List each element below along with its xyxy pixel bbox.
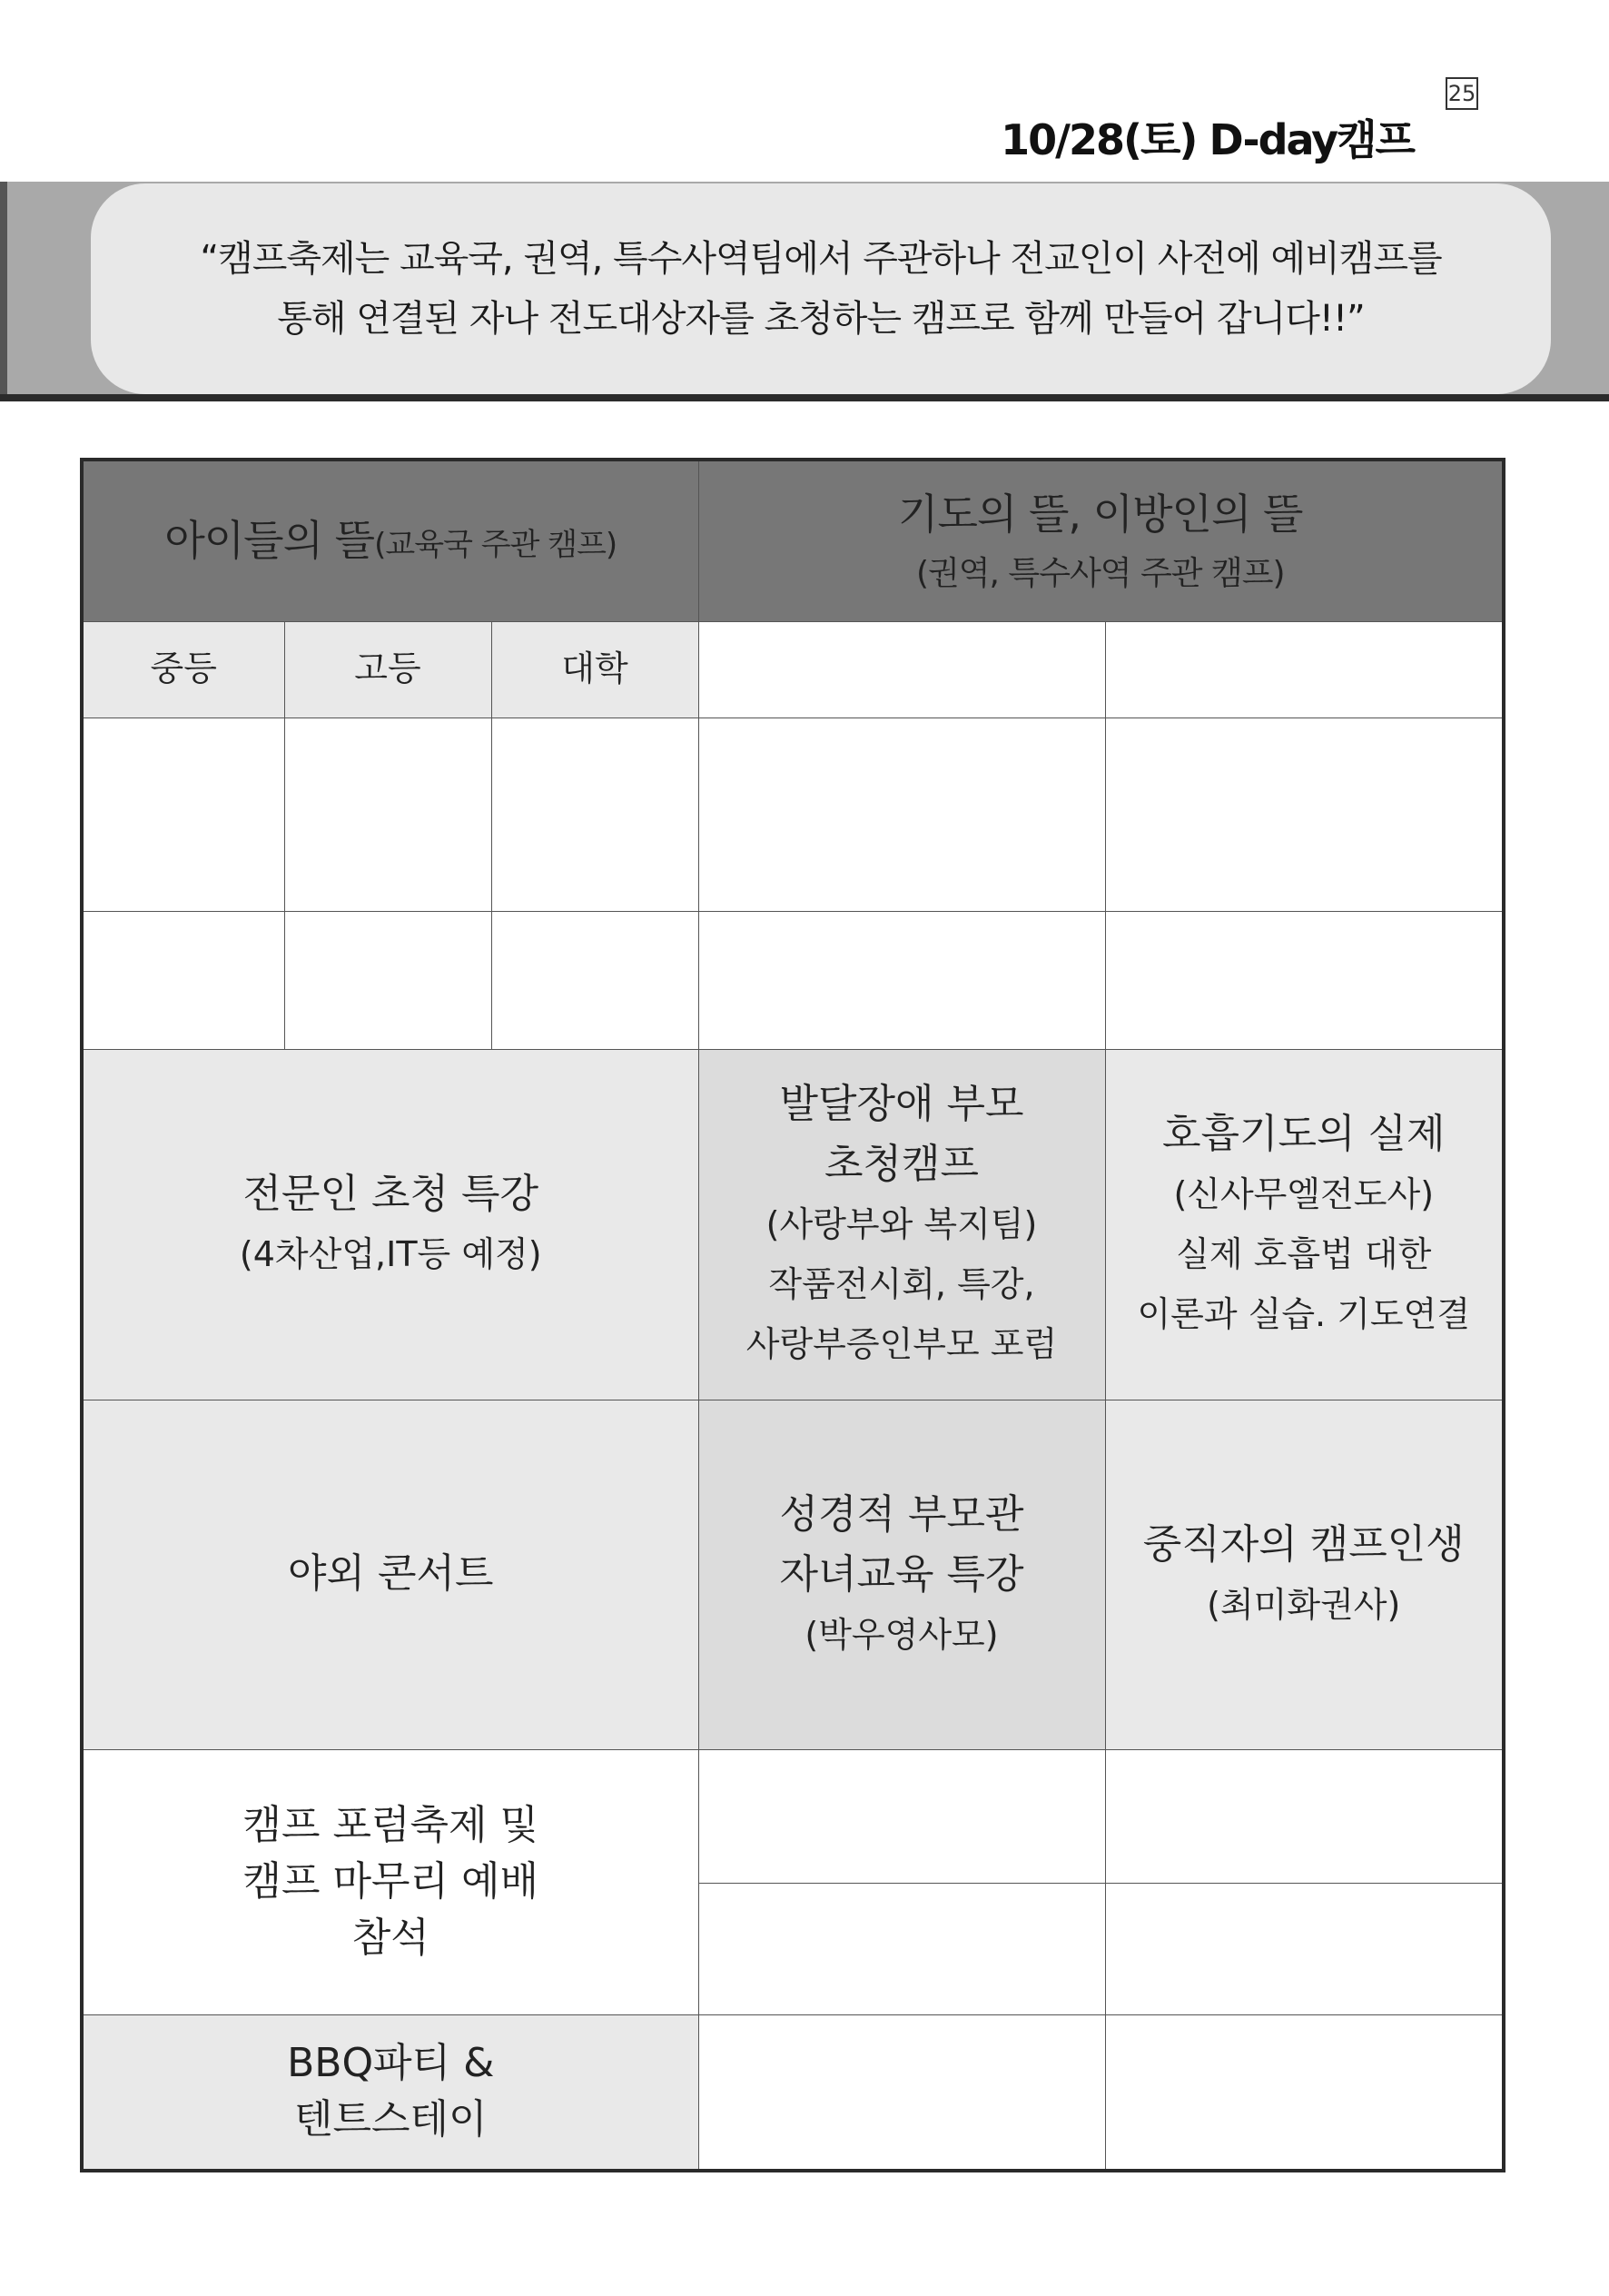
forum-festival-line: 참석 bbox=[351, 1915, 429, 1961]
empty-cell bbox=[698, 718, 1105, 911]
forum-festival-line: 캠프 포럼축제 및 bbox=[242, 1802, 538, 1848]
banner-line-1: “캠프축제는 교육국, 권역, 특수사역팀에서 주관하나 전교인이 사전에 예비캠프를 bbox=[200, 238, 1442, 280]
subheader-high-school: 고등 bbox=[284, 621, 491, 718]
breathing-prayer-line: 호흡기도의 실제 bbox=[1161, 1111, 1446, 1157]
empty-cell bbox=[491, 718, 698, 911]
empty-cell bbox=[491, 911, 698, 1049]
empty-cell bbox=[1105, 621, 1504, 718]
clergy-camp-line: 중직자의 캠프인생 bbox=[1142, 1520, 1465, 1568]
parenting-lecture-line: 자녀교육 특강 bbox=[779, 1550, 1024, 1598]
table-row bbox=[82, 1749, 1504, 1883]
disability-camp-line: (사랑부와 복지팀) bbox=[765, 1204, 1038, 1244]
table-row bbox=[82, 911, 1504, 1049]
schedule-table bbox=[80, 458, 1505, 2172]
parenting-lecture-line: (박우영사모) bbox=[804, 1614, 999, 1655]
header-prayer-garden-title: 기도의 뜰, 이방인의 뜰 bbox=[898, 489, 1303, 539]
table-row bbox=[82, 1400, 1504, 1749]
empty-cell bbox=[82, 911, 284, 1049]
bbq-cell bbox=[82, 2014, 698, 2171]
subheader-college: 대학 bbox=[491, 621, 698, 718]
disability-camp-line: 작품전시회, 특강, bbox=[768, 1264, 1035, 1304]
header-kids-garden-note: (교육국 주관 캠프) bbox=[374, 527, 617, 564]
empty-cell bbox=[698, 621, 1105, 718]
header-kids-garden-title: 아이들의 뜰 bbox=[164, 516, 375, 566]
disability-camp-line: 사랑부증인부모 포럼 bbox=[745, 1324, 1058, 1364]
page-title: 10/28(토) D-day캠프 bbox=[1001, 115, 1414, 164]
empty-cell bbox=[698, 1749, 1105, 1883]
outdoor-concert-cell bbox=[82, 1400, 698, 1749]
breathing-prayer-cell bbox=[1105, 1049, 1504, 1400]
schedule-table-wrapper bbox=[80, 458, 1505, 2172]
special-lecture-cell bbox=[82, 1049, 698, 1400]
breathing-prayer-line: 이론과 실습. 기도연결 bbox=[1137, 1294, 1471, 1334]
empty-cell bbox=[1105, 2014, 1504, 2171]
forum-festival-line: 캠프 마무리 예배 bbox=[242, 1858, 538, 1905]
breathing-prayer-line: (신사무엘전도사) bbox=[1173, 1174, 1435, 1214]
breathing-prayer-line: 실제 호흡법 대한 bbox=[1176, 1234, 1432, 1274]
disability-camp-line: 발달장애 부모 bbox=[779, 1081, 1024, 1127]
banner-divider bbox=[0, 394, 1609, 401]
table-row bbox=[82, 621, 1504, 718]
forum-festival-cell bbox=[82, 1749, 698, 2014]
header-kids-garden bbox=[82, 460, 698, 621]
table-row bbox=[82, 1049, 1504, 1400]
parenting-lecture-cell bbox=[698, 1400, 1105, 1749]
table-row bbox=[82, 718, 1504, 911]
header-prayer-garden-note: (권역, 특수사역 주관 캠프) bbox=[915, 554, 1285, 592]
subheader-middle-school: 중등 bbox=[82, 621, 284, 718]
table-header-row bbox=[82, 460, 1504, 621]
page-number: 25 bbox=[1446, 77, 1478, 110]
disability-camp-line: 초청캠프 bbox=[824, 1141, 979, 1187]
special-lecture-note: (4차산업,IT등 예정) bbox=[239, 1234, 542, 1274]
empty-cell bbox=[284, 911, 491, 1049]
banner-quote bbox=[91, 183, 1551, 394]
empty-cell bbox=[1105, 911, 1504, 1049]
header-prayer-garden bbox=[698, 460, 1504, 621]
special-lecture-title: 전문인 초청 특강 bbox=[242, 1171, 538, 1217]
clergy-camp-cell bbox=[1105, 1400, 1504, 1749]
empty-cell bbox=[1105, 1883, 1504, 2014]
banner-edge bbox=[0, 182, 7, 396]
disability-camp-cell bbox=[698, 1049, 1105, 1400]
empty-cell bbox=[1105, 718, 1504, 911]
empty-cell bbox=[82, 718, 284, 911]
empty-cell bbox=[1105, 1749, 1504, 1883]
clergy-camp-line: (최미화권사) bbox=[1207, 1584, 1401, 1625]
bbq-line: 텐트스테이 bbox=[293, 2096, 488, 2143]
empty-cell bbox=[698, 911, 1105, 1049]
empty-cell bbox=[698, 2014, 1105, 2171]
bbq-line: BBQ파티 & bbox=[287, 2040, 495, 2087]
empty-cell bbox=[698, 1883, 1105, 2014]
outdoor-concert-title: 야외 콘서트 bbox=[287, 1550, 494, 1598]
banner-line-2: 통해 연결된 자나 전도대상자를 초청하는 캠프로 함께 만들어 갑니다!!” bbox=[277, 298, 1365, 340]
parenting-lecture-line: 성경적 부모관 bbox=[779, 1490, 1024, 1538]
empty-cell bbox=[284, 718, 491, 911]
table-row bbox=[82, 2014, 1504, 2171]
